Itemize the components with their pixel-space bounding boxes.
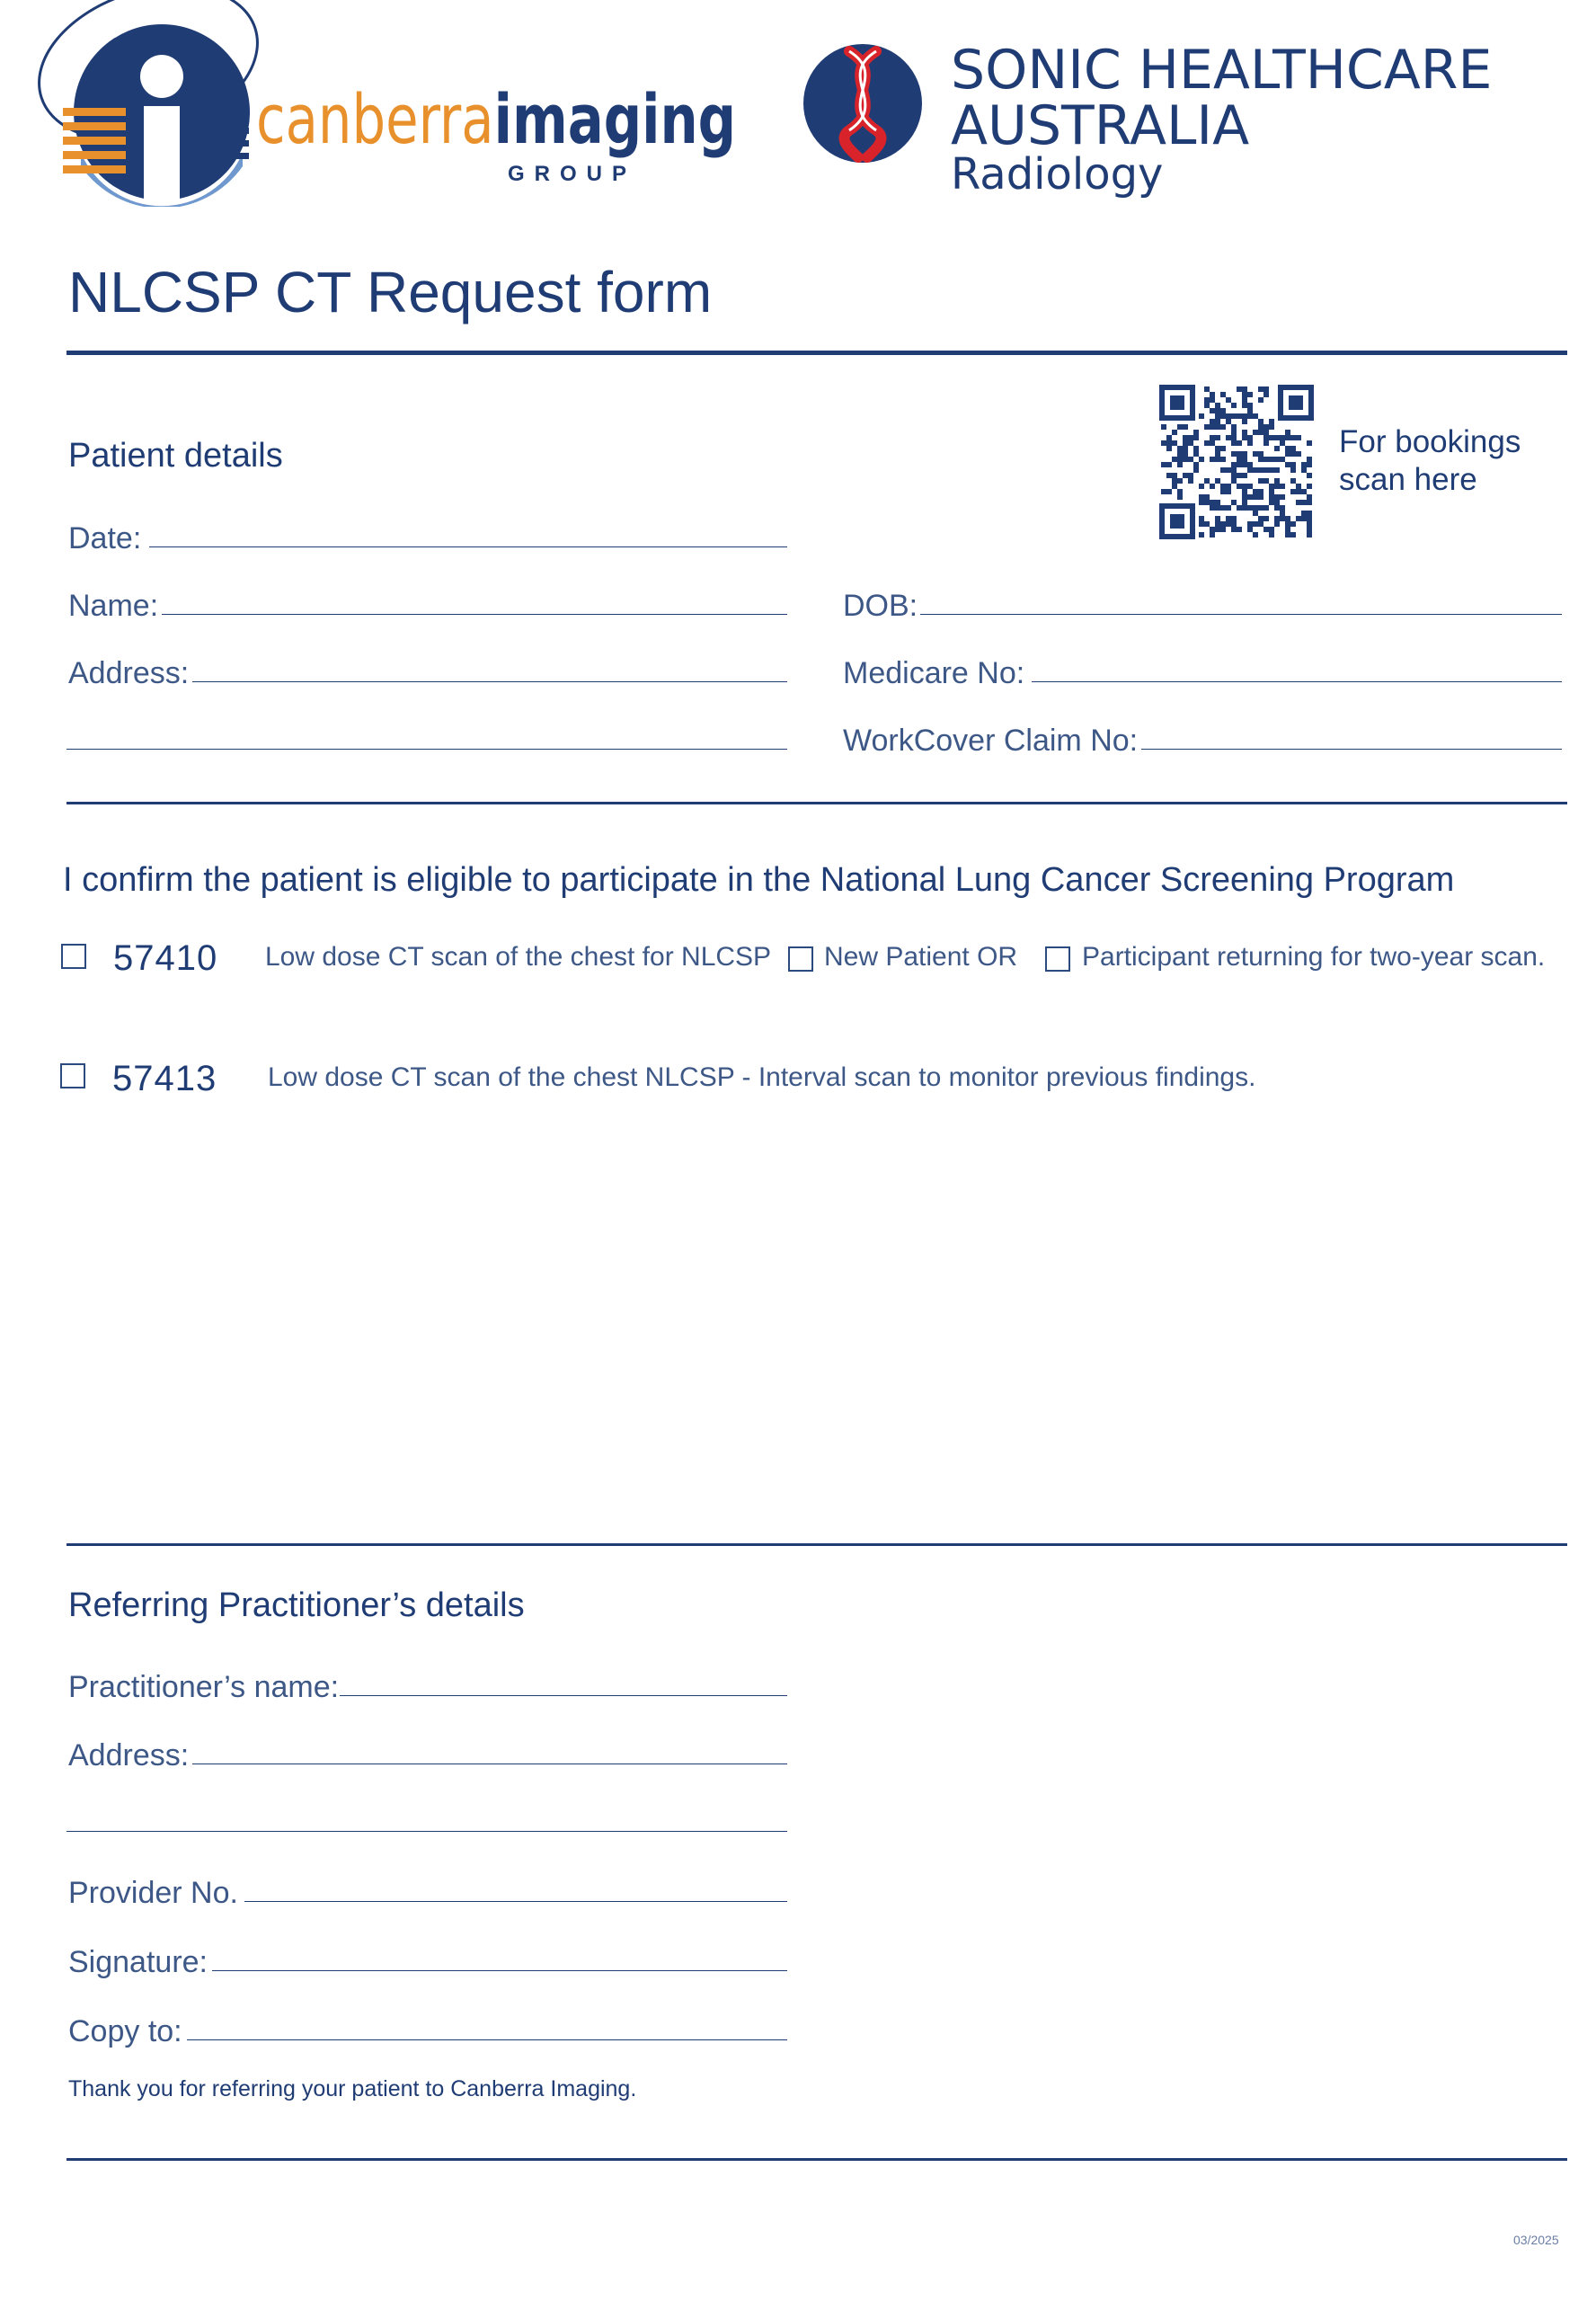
canberra-imaging-logo [27, 0, 764, 207]
address-field-line-1[interactable] [192, 681, 787, 682]
sonic-line-3: Radiology [951, 149, 1164, 200]
address-label: Address: [68, 656, 190, 690]
title-divider [66, 351, 1567, 355]
item-57413-code: 57413 [112, 1059, 217, 1098]
practitioner-name-field[interactable] [340, 1695, 787, 1696]
practitioner-address-field-line-2[interactable] [66, 1831, 787, 1832]
canberra-imaging-emblem-icon [27, 0, 270, 207]
eligibility-section-divider [66, 1543, 1567, 1546]
qr-code-icon[interactable] [1159, 385, 1314, 539]
page-title: NLCSP CT Request form [68, 260, 713, 324]
copy-to-label: Copy to: [68, 2014, 182, 2048]
sonic-healthcare-logo [800, 36, 1591, 216]
copy-to-field[interactable] [187, 2039, 787, 2040]
date-label: Date: [68, 521, 142, 555]
practitioner-name-label: Practitioner’s name: [68, 1670, 340, 1704]
patient-section-divider [66, 802, 1567, 804]
signature-field[interactable] [212, 1970, 787, 1971]
sonic-line-2: AUSTRALIA [951, 94, 1250, 157]
referrer-details-heading: Referring Practitioner’s details [68, 1586, 525, 1624]
provider-number-field[interactable] [244, 1901, 787, 1902]
dob-label: DOB: [843, 589, 918, 623]
workcover-label: WorkCover Claim No: [843, 724, 1139, 758]
signature-label: Signature: [68, 1945, 208, 1979]
new-patient-checkbox[interactable] [788, 946, 813, 972]
dob-field[interactable] [920, 614, 1562, 615]
canberra-wordmark: canberra [256, 79, 494, 159]
eligibility-statement: I confirm the patient is eligible to participate in the National Lung Cancer Screening Program [63, 861, 1455, 899]
date-field[interactable] [149, 546, 787, 547]
practitioner-address-label: Address: [68, 1738, 190, 1772]
thank-you-note: Thank you for referring your patient to Canberra Imaging. [68, 2076, 637, 2101]
imaging-wordmark: imaging [493, 79, 737, 159]
provider-number-label: Provider No. [68, 1876, 238, 1910]
new-patient-label: New Patient OR [824, 942, 1018, 972]
returning-participant-label: Participant returning for two-year scan. [1082, 942, 1546, 972]
address-field-line-2[interactable] [66, 749, 787, 750]
name-field[interactable] [162, 614, 787, 615]
item-57410-description: Low dose CT scan of the chest for NLCSP [265, 942, 772, 972]
group-wordmark: GROUP [508, 162, 637, 186]
item-57410-code: 57410 [113, 938, 218, 978]
returning-participant-checkbox[interactable] [1045, 946, 1070, 972]
dna-helix-icon [800, 40, 926, 166]
qr-caption-line-2: scan here [1339, 462, 1477, 497]
item-57410-checkbox[interactable] [61, 944, 86, 969]
qr-caption-line-1: For bookings [1339, 424, 1521, 459]
form-version: 03/2025 [1513, 2233, 1559, 2247]
item-57413-checkbox[interactable] [60, 1063, 85, 1088]
medicare-label: Medicare No: [843, 656, 1025, 690]
footer-divider [66, 2158, 1567, 2161]
item-57413-description: Low dose CT scan of the chest NLCSP - Interval scan to monitor previous findings. [268, 1062, 1256, 1092]
workcover-field[interactable] [1141, 749, 1562, 750]
sonic-line-1: SONIC HEALTHCARE [951, 39, 1493, 102]
medicare-field[interactable] [1032, 681, 1562, 682]
name-label: Name: [68, 589, 159, 623]
patient-details-heading: Patient details [68, 437, 283, 475]
